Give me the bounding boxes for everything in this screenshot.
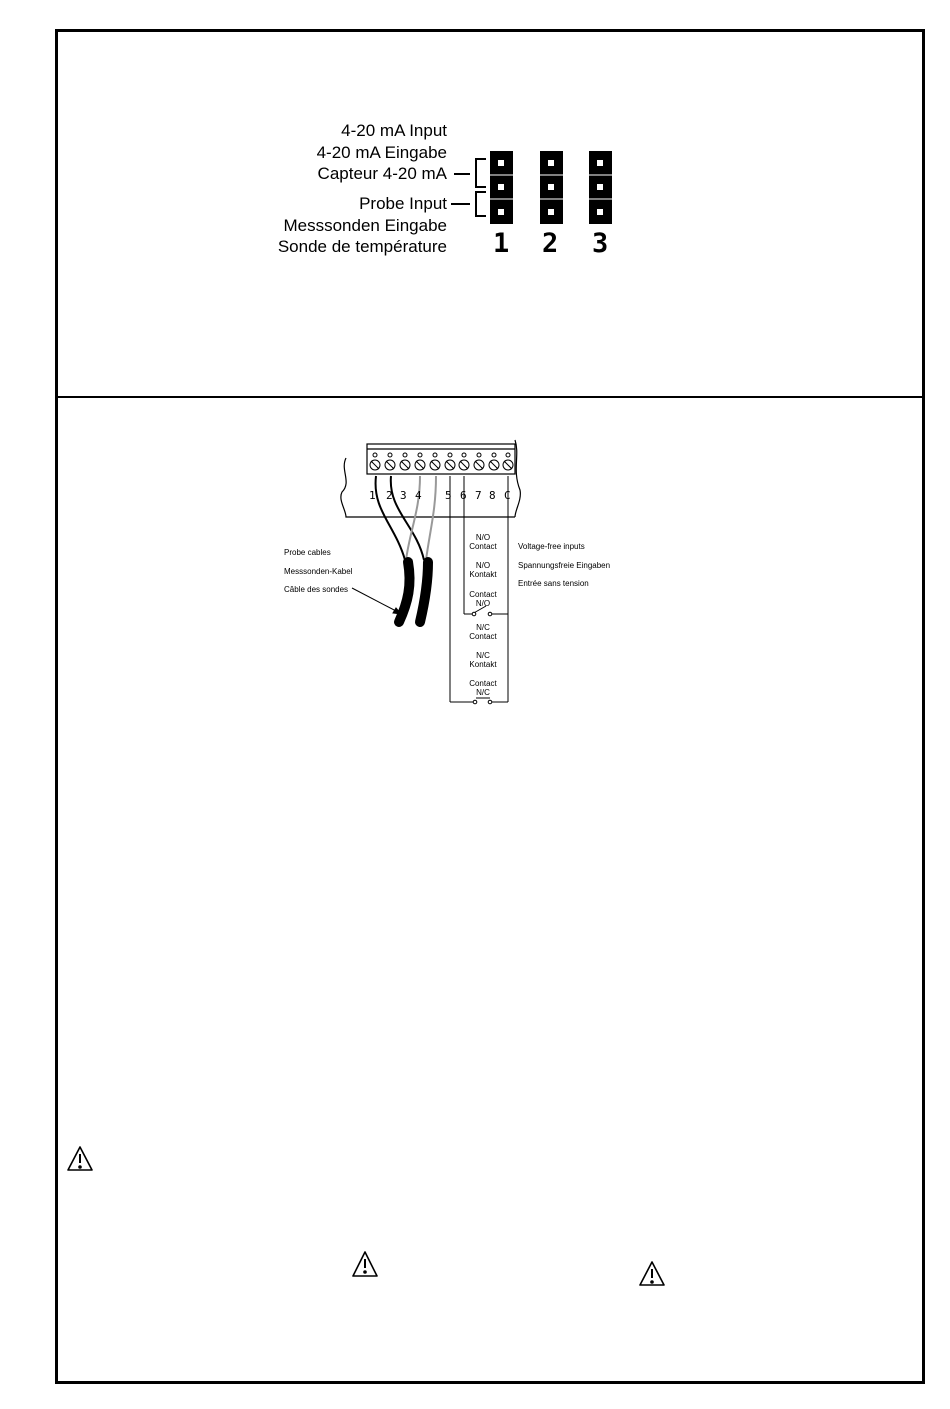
- jumper-block-2: [540, 151, 563, 224]
- contact-nc-de: [463, 651, 503, 669]
- terminal-number: C: [504, 489, 511, 502]
- contact-text: N/O: [475, 561, 491, 570]
- inputs-label-de: Spannungsfreie Eingaben: [518, 561, 611, 570]
- label-messsonden: Messsonden Eingabe: [283, 216, 447, 235]
- jumper-block-1: [490, 151, 513, 224]
- contact-text: N/C: [476, 688, 490, 697]
- contact-text: Contact: [469, 542, 497, 551]
- contact-no-de: [463, 561, 503, 579]
- probe-label-en: Probe cables: [284, 548, 331, 557]
- warning-icon: [68, 1147, 92, 1170]
- contact-text: Contact: [469, 679, 497, 688]
- jumper-bracket-lower: [451, 192, 486, 216]
- terminal-number: 5: [445, 489, 452, 502]
- terminal-number: 7: [475, 489, 482, 502]
- jumper-number-2: 2: [542, 228, 559, 259]
- jumper-bracket-upper: [454, 159, 486, 187]
- contact-nc-en: [463, 623, 503, 641]
- terminal-number: 6: [460, 489, 467, 502]
- inputs-label-en: Voltage-free inputs: [518, 542, 585, 551]
- contact-text: Kontakt: [469, 660, 497, 669]
- terminal-number: 2: [386, 489, 393, 502]
- warning-icon: [640, 1262, 664, 1285]
- contact-text: Contact: [469, 632, 497, 641]
- label-4-20-eingabe: 4-20 mA Eingabe: [316, 143, 447, 162]
- probe-label-de: Messsonden-Kabel: [284, 567, 353, 576]
- contact-text: N/O: [475, 533, 491, 542]
- probe-cable-pointer: [352, 588, 401, 614]
- jumper-number-1: 1: [493, 228, 510, 259]
- inputs-label-fr: Entrée sans tension: [518, 579, 589, 588]
- terminal-number: 1: [369, 489, 376, 502]
- contact-text: N/C: [476, 623, 490, 632]
- jumper-block-3: [589, 151, 612, 224]
- contact-text: N/C: [476, 651, 490, 660]
- terminal-number: 3: [400, 489, 407, 502]
- terminal-number: 4: [415, 489, 422, 502]
- label-sonde: Sonde de température: [277, 237, 447, 256]
- warning-icon: [353, 1252, 377, 1276]
- contact-text: Contact: [469, 590, 497, 599]
- contact-text: Kontakt: [469, 570, 497, 579]
- label-4-20-input: 4-20 mA Input: [341, 121, 447, 140]
- contact-text: N/O: [475, 599, 491, 608]
- contact-no-en: [463, 533, 503, 551]
- terminal-number: 8: [489, 489, 496, 502]
- probe-label-fr: Câble des sondes: [284, 585, 349, 594]
- contact-nc-fr: [463, 679, 503, 697]
- label-capteur: Capteur 4-20 mA: [317, 164, 447, 183]
- label-probe-input: Probe Input: [359, 194, 447, 213]
- contact-no-fr: [463, 590, 503, 608]
- jumper-number-3: 3: [592, 228, 609, 259]
